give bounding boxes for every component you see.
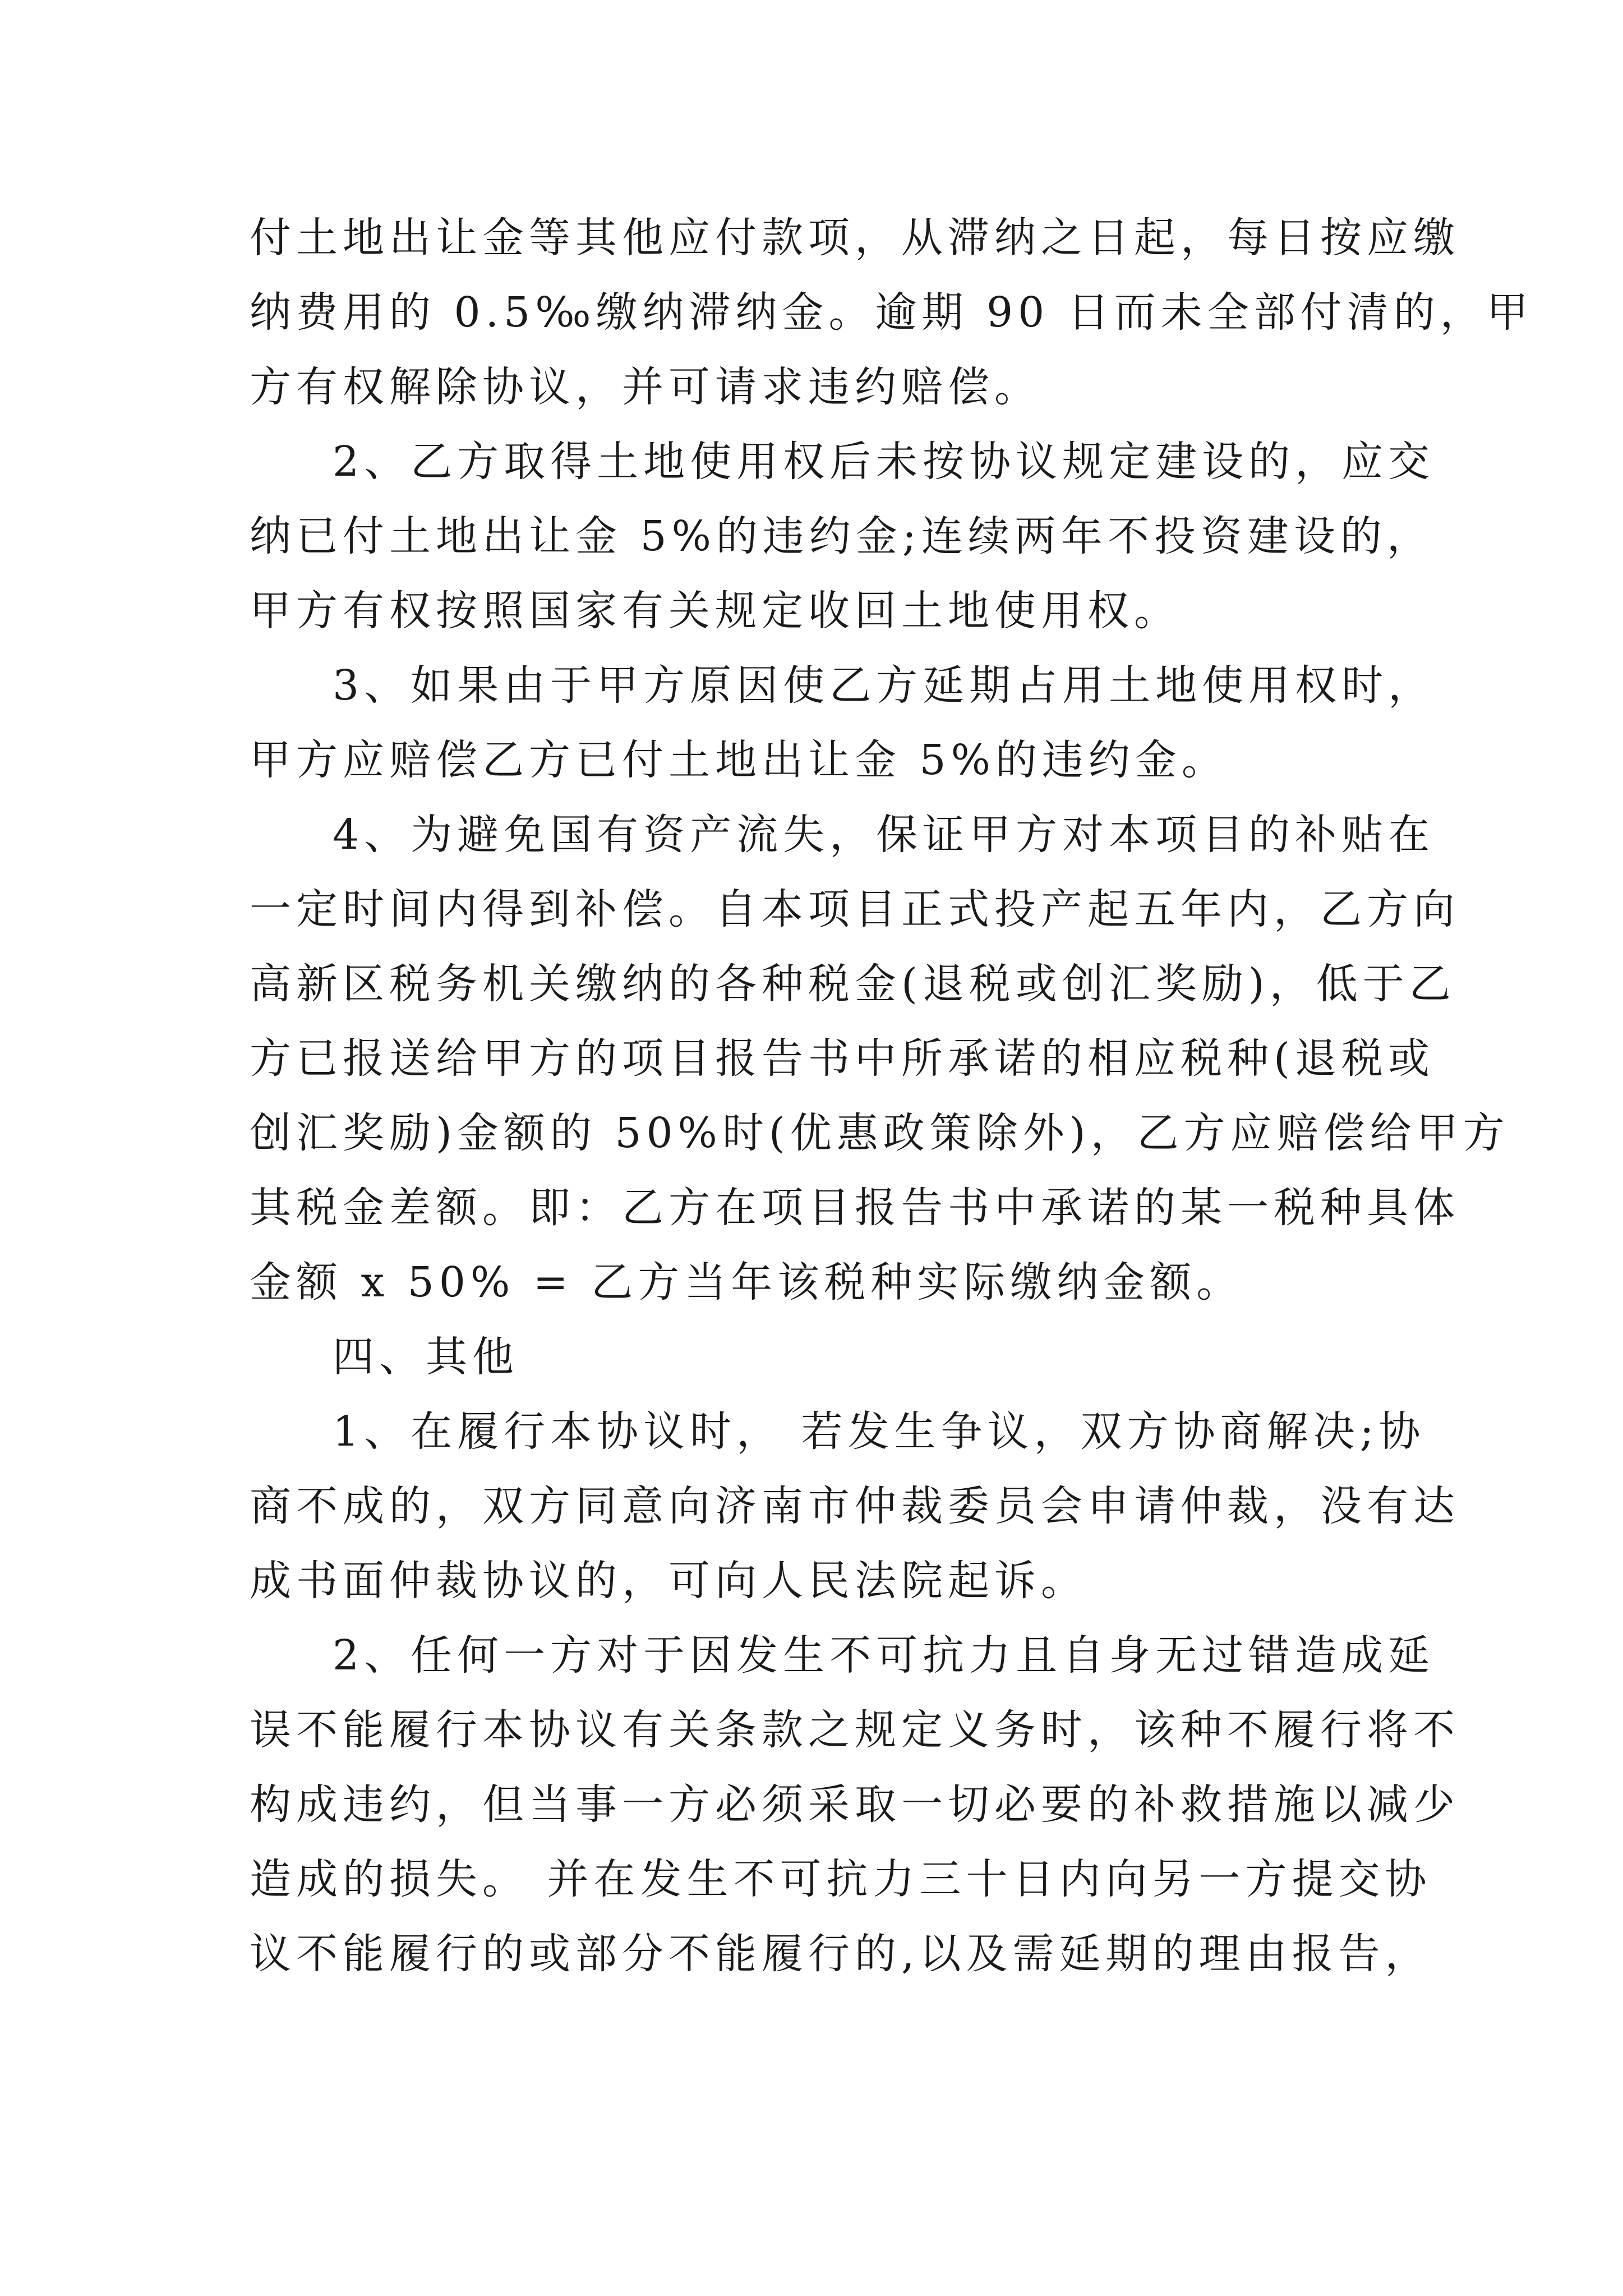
- text-line: 方有权解除协议，并可请求违约赔偿。: [250, 363, 1041, 411]
- text-line: 2、任何一方对于因发生不可抗力且自身无过错造成延: [333, 1631, 1435, 1680]
- text-line: 高新区税务机关缴纳的各种税金(退税或创汇奖励)，低于乙: [250, 960, 1456, 1008]
- text-line: 误不能履行本协议有关条款之规定义务时，该种不履行将不: [250, 1706, 1460, 1754]
- text-line: 1、在履行本协议时， 若发生争议，双方协商解决;协: [333, 1407, 1426, 1456]
- text-line: 纳费用的 0.5‰缴纳滞纳金。逾期 90 日而未全部付清的，甲: [250, 288, 1533, 337]
- text-line: 4、为避免国有资产流失，保证甲方对本项目的补贴在: [333, 811, 1435, 859]
- text-line: 甲方应赔偿乙方已付土地出让金 5%的违约金。: [250, 736, 1228, 784]
- text-line: 2、乙方取得土地使用权后未按协议规定建设的，应交: [333, 438, 1435, 486]
- text-line: 其税金差额。即：乙方在项目报告书中承诺的某一税种具体: [250, 1184, 1460, 1232]
- text-line: 议不能履行的或部分不能履行的,以及需延期的理由报告，: [250, 1930, 1432, 1978]
- text-line: 金额 x 50% = 乙方当年该税种实际缴纳金额。: [250, 1258, 1243, 1306]
- text-line: 商不成的，双方同意向济南市仲裁委员会申请仲裁，没有达: [250, 1482, 1460, 1530]
- text-line: 3、如果由于甲方原因使乙方延期占用土地使用权时，: [333, 661, 1435, 710]
- text-line: 付土地出让金等其他应付款项，从滞纳之日起，每日按应缴: [250, 214, 1460, 262]
- text-line: 创汇奖励)金额的 50%时(优惠政策除外)，乙方应赔偿给甲方: [250, 1109, 1510, 1157]
- text-line: 纳已付土地出让金 5%的违约金;连续两年不投资建设的，: [250, 512, 1433, 560]
- text-line: 方已报送给甲方的项目报告书中所承诺的相应税种(退税或: [250, 1034, 1435, 1083]
- document-body: [250, 201, 1533, 1991]
- text-line: 构成违约，但当事一方必须采取一切必要的补救措施以减少: [250, 1780, 1460, 1829]
- text-line: 一定时间内得到补偿。自本项目正式投产起五年内，乙方向: [250, 885, 1460, 933]
- text-line: 成书面仲裁协议的，可向人民法院起诉。: [250, 1557, 1087, 1605]
- text-line: 甲方有权按照国家有关规定收回土地使用权。: [250, 587, 1181, 635]
- section-heading: 四、其他: [333, 1333, 519, 1381]
- text-line: 造成的损失。 并在发生不可抗力三十日内向另一方提交协: [250, 1855, 1432, 1903]
